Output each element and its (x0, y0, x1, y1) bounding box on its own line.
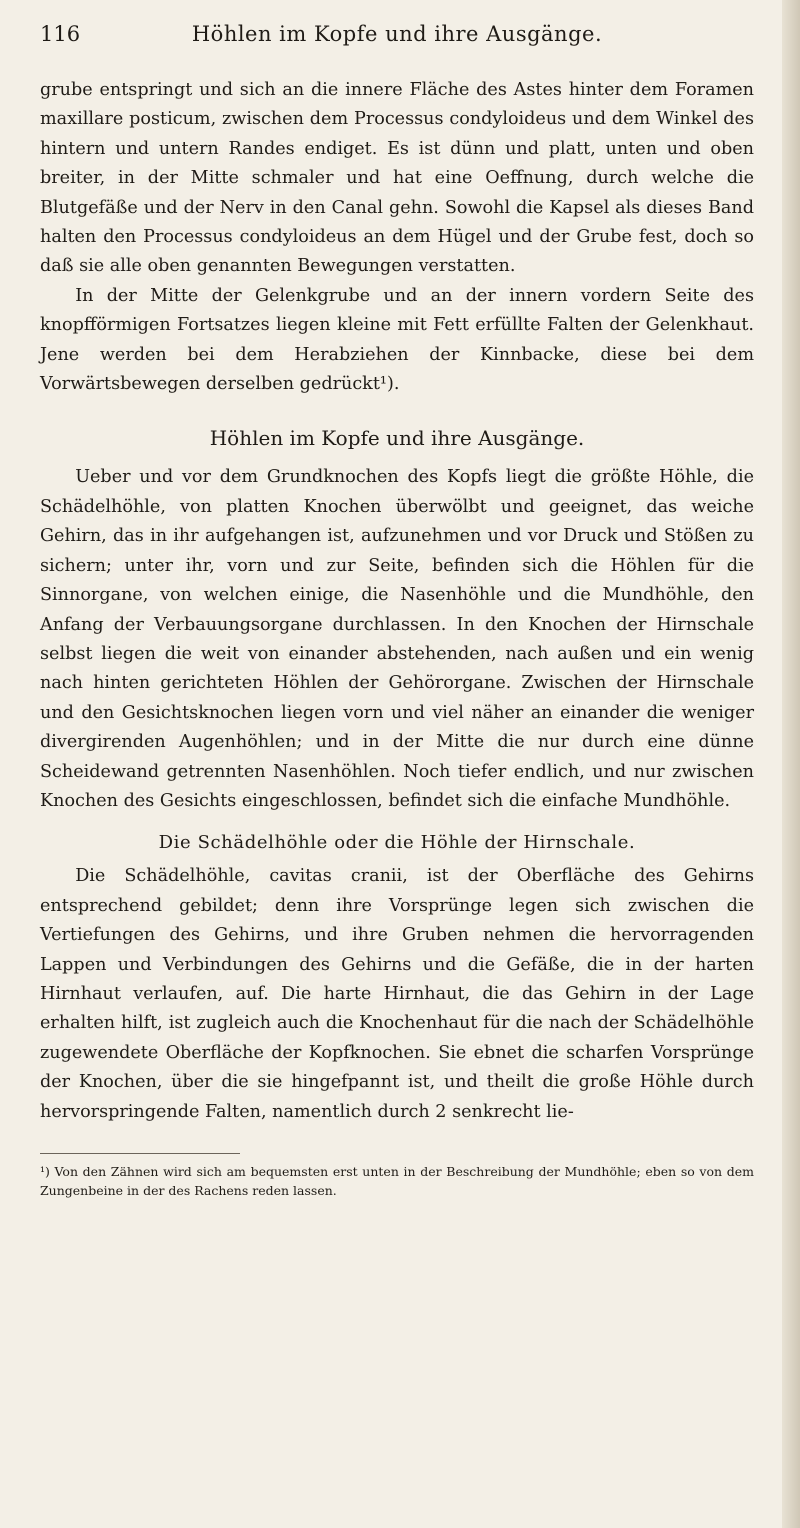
body-text (40, 76, 754, 1127)
running-title: Höhlen im Kopfe und ihre Ausgänge. (191, 22, 603, 46)
footnote: ¹) Von den Zähnen wird sich am bequemsten erst unten in der Beschreibung der Mundhöhle; eben so von dem Zungenbeine in der des Rachens reden lassen. (40, 1164, 754, 1198)
footnote-rule (40, 1153, 240, 1154)
paragraph-1: grube entspringt und sich an die innere Fläche des Astes hinter dem Foramen maxillare posticum, zwischen dem Processus condyloideus und dem Winkel des hintern und untern Randes endiget. Es ist dünn und platt, unten und oben breiter, in der Mitte schmaler und hat eine Oeffnung, durch welche die Blutgefäße und der Nerv in den Canal gehn. Sowohl die Kapsel als dieses Band halten den Processus condyloideus an dem Hügel und der Grube fest, doch so daß sie alle oben genannten Bewegungen verstatten. (40, 80, 754, 277)
page-number: 116 (40, 22, 81, 46)
paragraph-2: In der Mitte der Gelenkgrube und an der innern vordern Seite des knopfförmigen Fortsatzes liegen kleine mit Fett erfüllte Falten der Gelenkhaut. Jene werden bei dem Herabziehen der Kinnbacke, diese bei dem Vorwärtsbewegen derselben gedrückt¹). (40, 285, 754, 395)
subsection-heading: Die Schädelhöhle oder die Höhle der Hirnschale. (158, 832, 636, 854)
paragraph-3: Ueber und vor dem Grundknochen des Kopfs liegt die größte Höhle, die Schädelhöhle, von platten Knochen überwölbt und geeignet, das weiche Gehirn, das in ihr aufgehangen ist, aufzunehmen und vor Druck und Stößen zu sichern; unter ihr, vorn und zur Seite, befinden sich die Höhlen für die Sinnorgane, von welchen einige, die Nasenhöhle und die Mundhöhle, den Anfang der Verbauungsorgane durchlassen. In den Knochen der Hirnschale selbst liegen die weit von einander abstehenden, nach außen und ein wenig nach hinten gerichteten Höhlen der Gehörorgane. Zwischen der Hirnschale und den Gesichtsknochen liegen vorn und viel näher an einander die weniger divergirenden Augenhöhlen; und in der Mitte die nur durch eine dünne Scheidewand getrennten Nasenhöhlen. Noch tiefer endlich, und nur zwischen Knochen des Gesichts eingeschlossen, befindet sich die einfache Mundhöhle. (40, 467, 754, 811)
paragraph-4: Die Schädelhöhle, cavitas cranii, ist der Oberfläche des Gehirns entsprechend gebildet; denn ihre Vorsprünge legen sich zwischen die Vertiefungen des Gehirns, und ihre Gruben nehmen die hervorragenden Lappen und Verbindungen des Gehirns und die Gefäße, die in der harten Hirnhaut verlaufen, auf. Die harte Hirnhaut, die das Gehirn in der Lage erhalten hilft, ist zugleich auch die Knochenhaut für die nach der Schädelhöhle zugewendete Oberfläche der Kopfknochen. Sie ebnet die scharfen Vorsprünge der Knochen, über die sie hingefpannt ist, und theilt die große Höhle durch hervorspringende Falten, namentlich durch 2 senkrecht lie- (40, 866, 754, 1122)
page-edge (782, 0, 800, 1528)
section-heading: Höhlen im Kopfe und ihre Ausgänge. (209, 426, 585, 451)
page-header (40, 22, 754, 56)
